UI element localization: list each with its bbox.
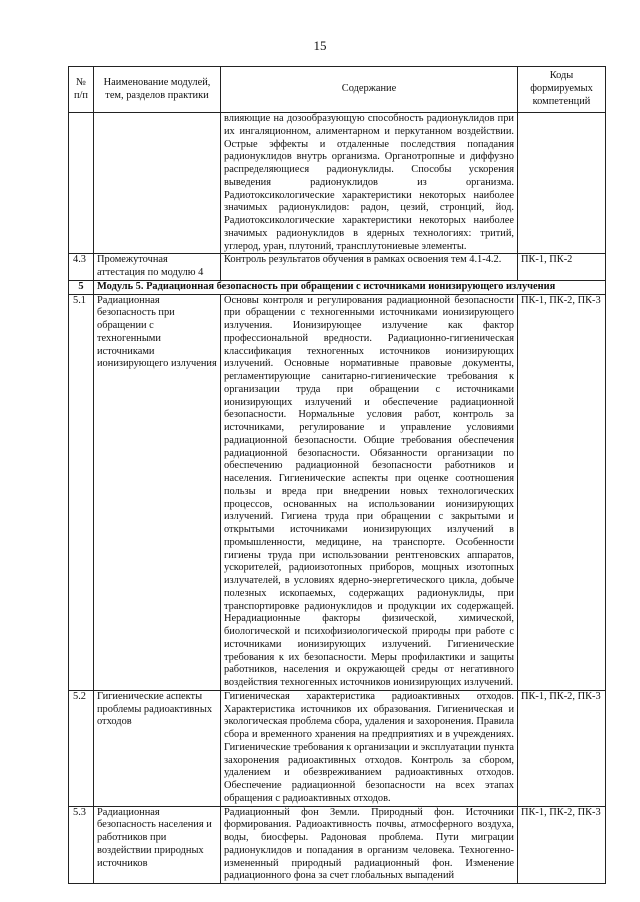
row-num: 4.3: [69, 254, 94, 281]
row-name: Радиационная безопасность при обращении с техногенными источниками ионизирующего излучения: [94, 294, 221, 690]
header-codes: Коды формируемых компетенций: [518, 67, 606, 113]
row-name: [94, 113, 221, 254]
row-content: Контроль результатов обучения в рамках освоения тем 4.1-4.2.: [221, 254, 518, 281]
row-codes: [518, 113, 606, 254]
row-codes: ПК-1, ПК-2, ПК-3: [518, 806, 606, 884]
row-num: 5.2: [69, 690, 94, 806]
row-content: Радиационный фон Земли. Природный фон. Источники формирования. Радиоактивность почвы, атмосферного воздуха, воды, биосферы. Радоновая проблема. Пути миграции радионуклидов и попадания в организм человека. Техногенно-измененный природный радиационный фон. Изменение радиационного фона за счет глобальных выпадений: [221, 806, 518, 884]
row-codes: ПК-1, ПК-2, ПК-3: [518, 690, 606, 806]
row-content: Основы контроля и регулирования радиационной безопасности при обращении с техногенными источниками ионизирующего излучения. Ионизирующее излучение как фактор профессиональной вредности. Радиационно-гигиеническая классификация техногенных источников ионизирующих излучений. Основные нормативные правовые документы, регламентирующие санитарно-гигиенические требования к организации труда при обращении с источниками ионизирующих излучений и обеспечение радиационной безопасности. Нормальные условия работ, контроль за источниками, регулирование и управление условиями радиационной безопасности. Общие требования обеспечения радиационной безопасности. Обязанности организации по обеспечению радиационной безопасности работников и населения. Гигиенические аспекты при оценке соотношения пользы и вреда при внедрении новых технологических процессов, основанных на использовании ионизирующих излучений. Гигиена труда при обращении с закрытыми и открытыми источниками ионизирующих излучений в промышленности, медицине, на транспорте. Особенности гигиены труда при использовании рентгеновских аппаратов, ускорителей, радиоизотопных приборов, мощных изотопных излучателей, в условиях ядерно-энергетического цикла, добыче полезных ископаемых, содержащих радионуклиды, при транспортировке радионуклидов и продукции их содержащей. Нерадиационные факторы физической, химической, биологической и психофизиологической природы при работе с источниками ионизирующих излучений. Гигиенические требования к их безопасности. Меры профилактики и защиты работников, населения и окружающей среды от негативного воздействия техногенных источников ионизирующих излучений.: [221, 294, 518, 690]
table-row: [69, 254, 606, 281]
module-title: Модуль 5. Радиационная безопасность при обращении с источниками ионизирующего излучения: [94, 280, 606, 294]
row-name: Гигиенические аспекты проблемы радиоактивных отходов: [94, 690, 221, 806]
table-header-row: [69, 67, 606, 113]
row-codes: ПК-1, ПК-2, ПК-3: [518, 294, 606, 690]
header-num: № п/п: [69, 67, 94, 113]
header-content: Содержание: [221, 67, 518, 113]
module-num: 5: [69, 280, 94, 294]
row-codes: ПК-1, ПК-2: [518, 254, 606, 281]
row-content: Гигиеническая характеристика радиоактивных отходов. Характеристика источников их образования. Гигиеническая и экологическая проблема сбора, удаления и захоронения. Правила сбора и временного хранения на предприятиях и в учреждениях. Гигиенические требования к организации и эксплуатации пункта захоронения радиоактивных отходов. Контроль за сбором, удалением и обезвреживанием радиоактивных отходов. Обеспечение радиационной безопасности на всех этапах обращения с радиоактивных отходов.: [221, 690, 518, 806]
row-name: Промежуточная аттестация по модулю 4: [94, 254, 221, 281]
table-row: [69, 690, 606, 806]
row-num: 5.3: [69, 806, 94, 884]
row-num: 5.1: [69, 294, 94, 690]
table-row: [69, 113, 606, 254]
table-row: [69, 294, 606, 690]
curriculum-table: [68, 66, 606, 884]
header-name: Наименование модулей, тем, разделов практики: [94, 67, 221, 113]
row-num: [69, 113, 94, 254]
table-row: [69, 806, 606, 884]
module-row: [69, 280, 606, 294]
row-content: влияющие на дозообразующую способность радионуклидов при их ингаляционном, алиментарном и перкутанном воздействии. Острые эффекты и отдаленные последствия попадания радионуклидов внутрь организма. Органотропные и диффузно распределяющиеся радионуклиды. Способы ускорения выведения радионуклидов из организма. Радиотоксикологические характеристики некоторых наиболее значимых радионуклидов: радон, цезий, стронций, йод. Радиотоксикологические характеристики некоторых наиболее значимых радионуклидов в ядерных технологиях: тритий, углерод, уран, плутоний, трансплутониевые элементы.: [221, 113, 518, 254]
page-number: 15: [313, 38, 327, 53]
row-name: Радиационная безопасность населения и работников при воздействии природных источников: [94, 806, 221, 884]
